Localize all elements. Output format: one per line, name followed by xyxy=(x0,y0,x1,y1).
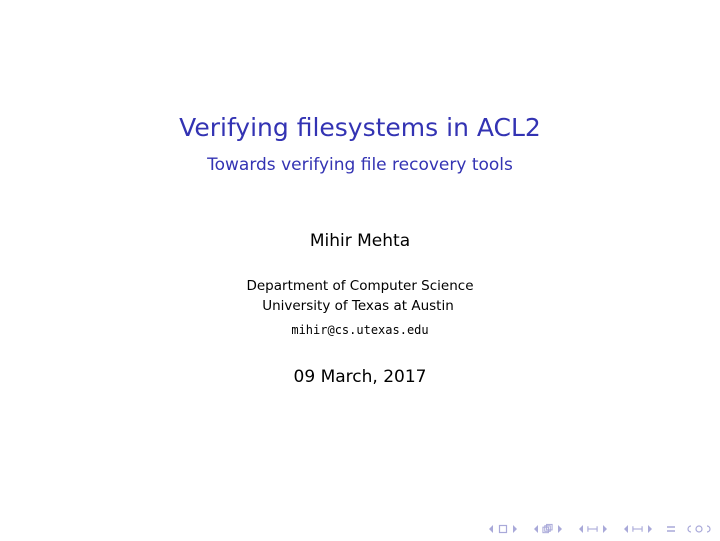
slide-icon[interactable] xyxy=(497,522,508,536)
author-name: Mihir Mehta xyxy=(309,231,411,251)
subsection-nav-group xyxy=(575,522,610,536)
section-next-icon[interactable] xyxy=(644,522,655,536)
frame-prev-icon[interactable] xyxy=(530,522,541,536)
institute-university: University of Texas at Austin xyxy=(262,298,454,314)
institute-department: Department of Computer Science xyxy=(246,278,474,294)
institute xyxy=(0,276,720,316)
beamer-navigation-bar xyxy=(477,521,712,537)
search-icon[interactable] xyxy=(686,522,712,536)
section-prev-icon[interactable] xyxy=(620,522,631,536)
subsection-prev-icon[interactable] xyxy=(575,522,586,536)
search-nav-group xyxy=(686,522,712,536)
align-icon[interactable] xyxy=(665,522,676,536)
frame-next-icon[interactable] xyxy=(554,522,565,536)
slide-prev-icon[interactable] xyxy=(485,522,496,536)
slide-nav-group xyxy=(485,522,520,536)
align-nav-group xyxy=(665,522,676,536)
frame-nav-group xyxy=(530,522,565,536)
slide-next-icon[interactable] xyxy=(509,522,520,536)
slide-title: Verifying filesystems in ACL2 xyxy=(179,113,541,142)
section-icon[interactable] xyxy=(632,522,643,536)
slide-subtitle: Towards verifying file recovery tools xyxy=(207,155,513,175)
author-email: mihir@cs.utexas.edu xyxy=(291,323,429,337)
subsection-next-icon[interactable] xyxy=(599,522,610,536)
frame-icon[interactable] xyxy=(542,522,553,536)
presentation-date: 09 March, 2017 xyxy=(293,367,427,387)
section-nav-group xyxy=(620,522,655,536)
subsection-icon[interactable] xyxy=(587,522,598,536)
